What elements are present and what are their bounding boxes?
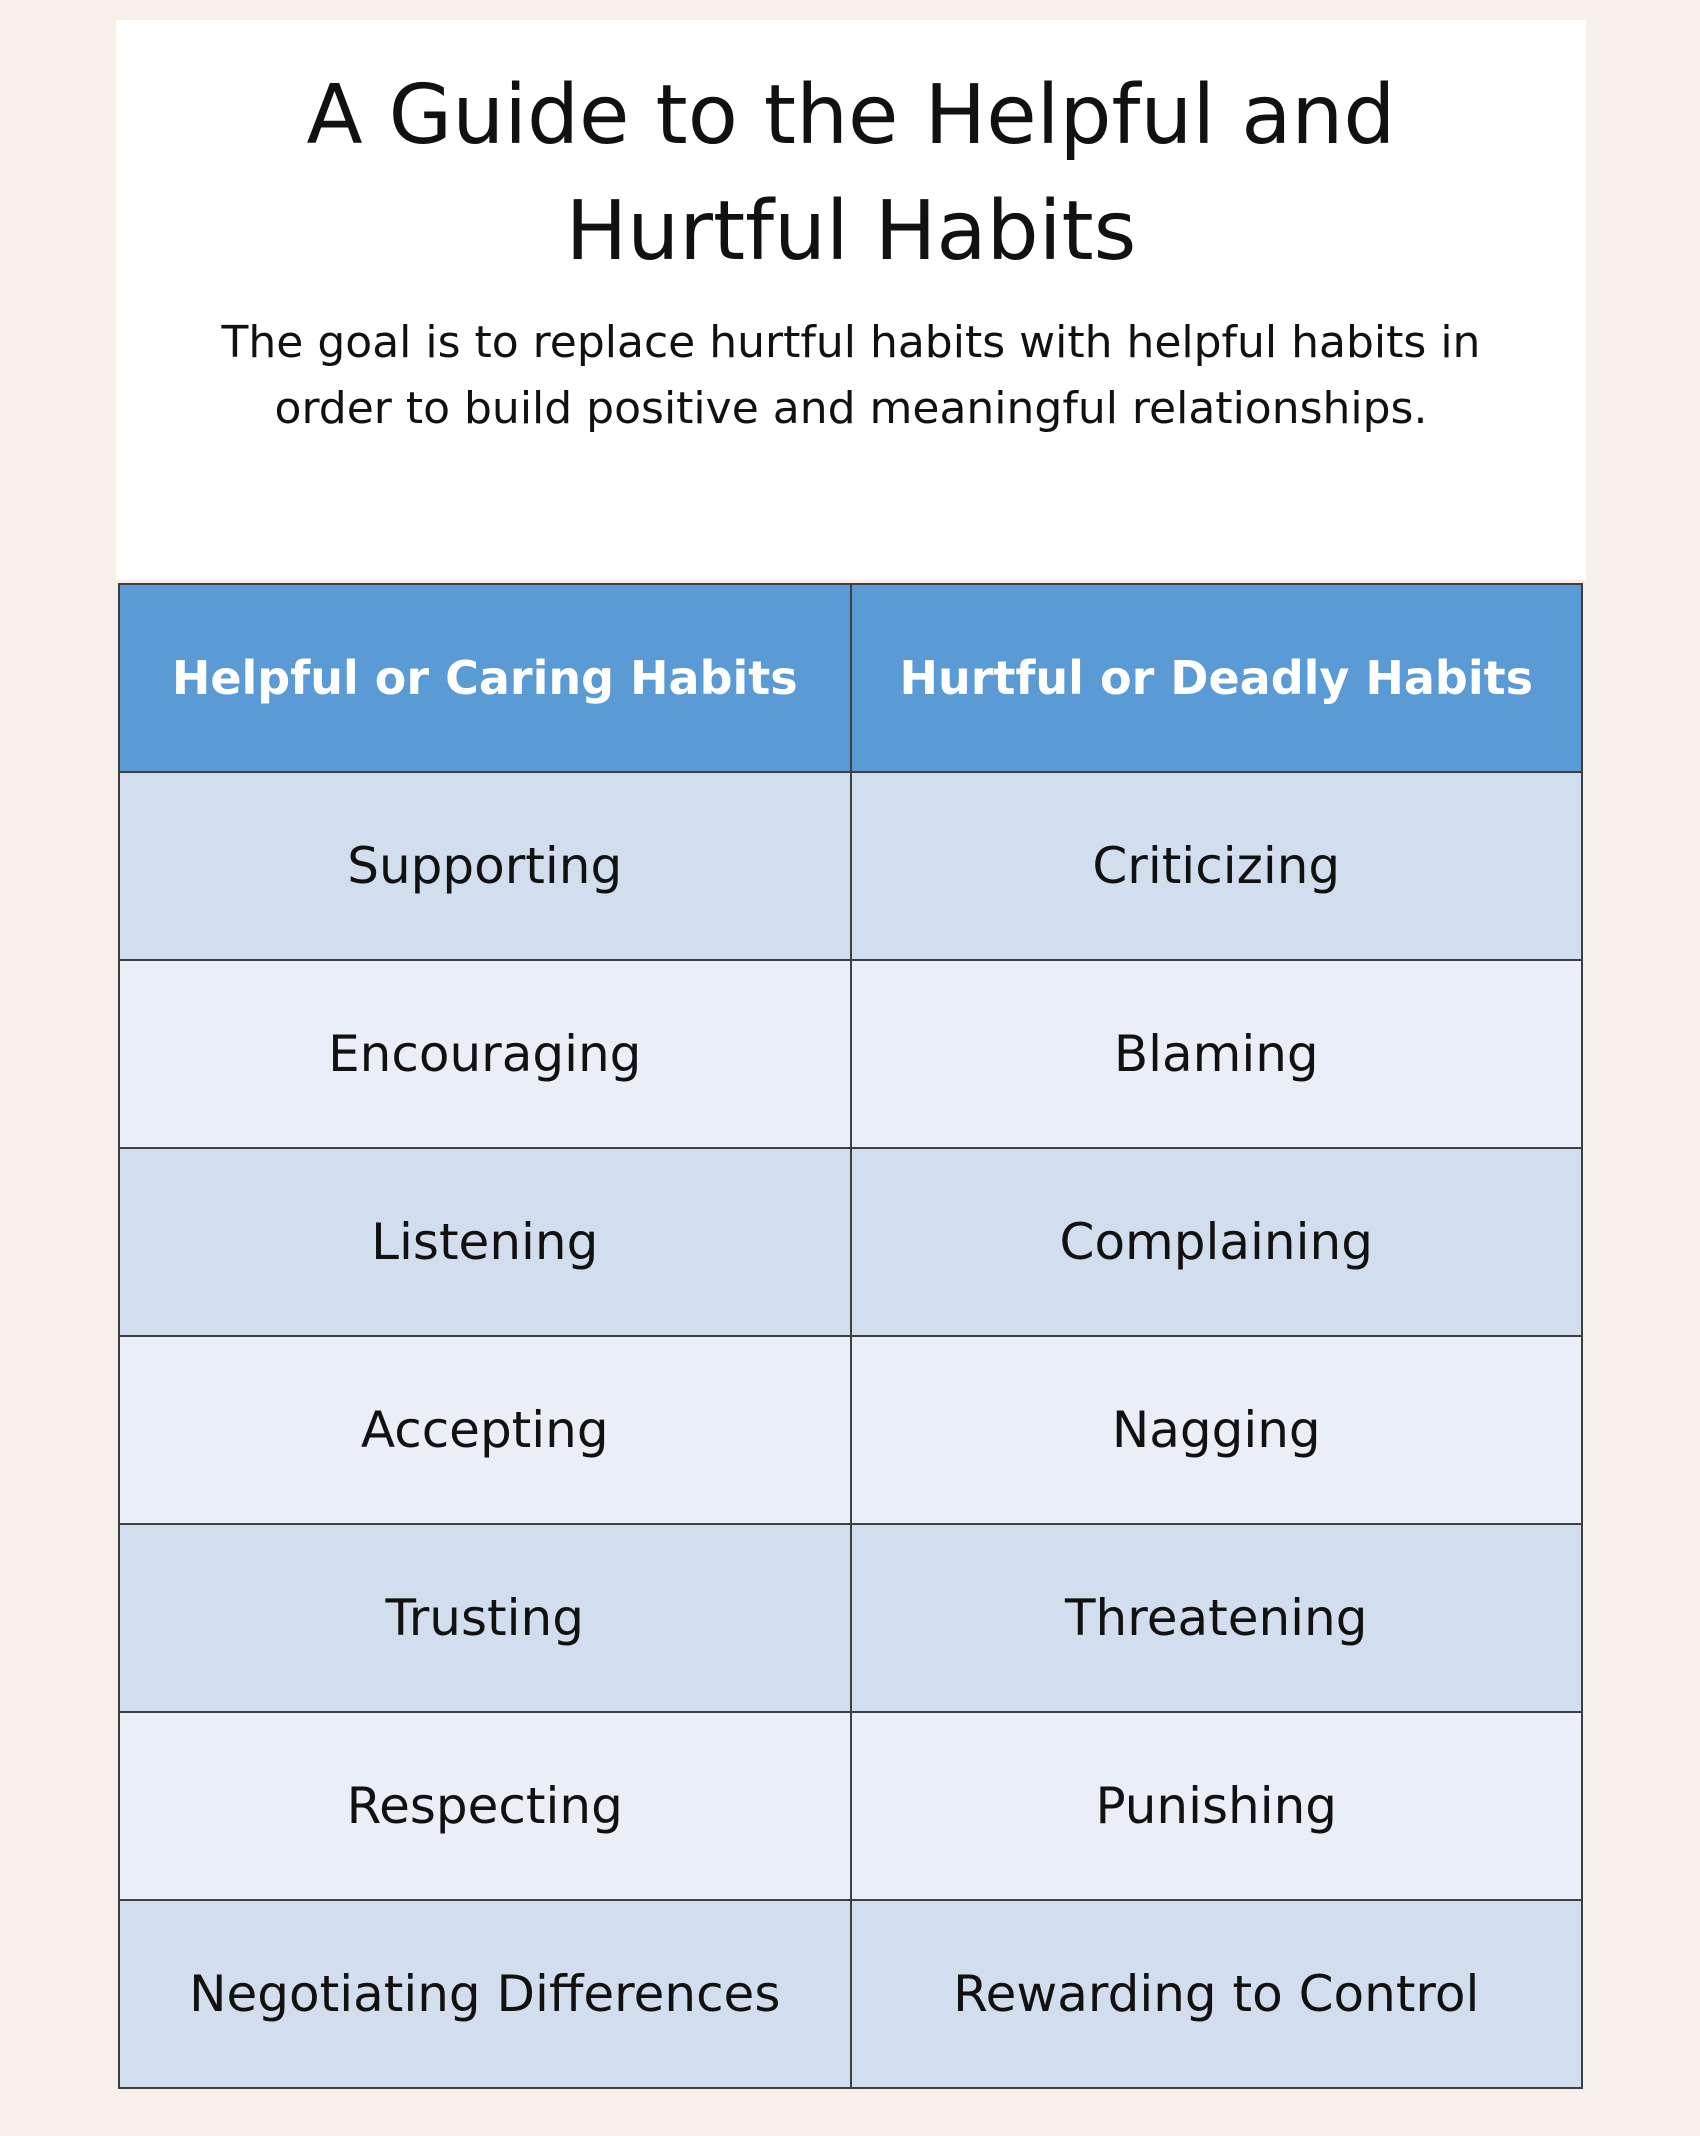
table-row <box>119 772 1582 960</box>
title-line-1: A Guide to the Helpful and <box>306 68 1396 163</box>
helpful-habit-cell: Listening <box>119 1148 851 1336</box>
helpful-habit-cell: Encouraging <box>119 960 851 1148</box>
helpful-habit-cell: Respecting <box>119 1712 851 1900</box>
helpful-habit-cell: Negotiating Differences <box>119 1900 851 2088</box>
table-header-row <box>119 584 1582 772</box>
hurtful-habit-cell: Criticizing <box>851 772 1583 960</box>
table-row <box>119 1524 1582 1712</box>
hurtful-habit-cell: Punishing <box>851 1712 1583 1900</box>
table-row <box>119 960 1582 1148</box>
title-line-2: Hurtful Habits <box>565 184 1137 279</box>
helpful-habits-header: Helpful or Caring Habits <box>119 584 851 772</box>
helpful-habit-cell: Trusting <box>119 1524 851 1712</box>
hurtful-habits-header: Hurtful or Deadly Habits <box>851 584 1583 772</box>
hurtful-habit-cell: Complaining <box>851 1148 1583 1336</box>
table-row <box>119 1712 1582 1900</box>
page-title <box>116 58 1586 290</box>
subtitle-line-1: The goal is to replace hurtful habits with helpful habits in <box>221 317 1481 368</box>
hurtful-habit-cell: Nagging <box>851 1336 1583 1524</box>
table-row <box>119 1900 1582 2088</box>
table-row <box>119 1148 1582 1336</box>
hurtful-habit-cell: Blaming <box>851 960 1583 1148</box>
helpful-habit-cell: Supporting <box>119 772 851 960</box>
hurtful-habit-cell: Rewarding to Control <box>851 1900 1583 2088</box>
subtitle <box>116 310 1586 442</box>
table-row <box>119 1336 1582 1524</box>
habits-table <box>118 583 1583 2089</box>
helpful-habit-cell: Accepting <box>119 1336 851 1524</box>
hurtful-habit-cell: Threatening <box>851 1524 1583 1712</box>
subtitle-line-2: order to build positive and meaningful relationships. <box>274 383 1428 434</box>
